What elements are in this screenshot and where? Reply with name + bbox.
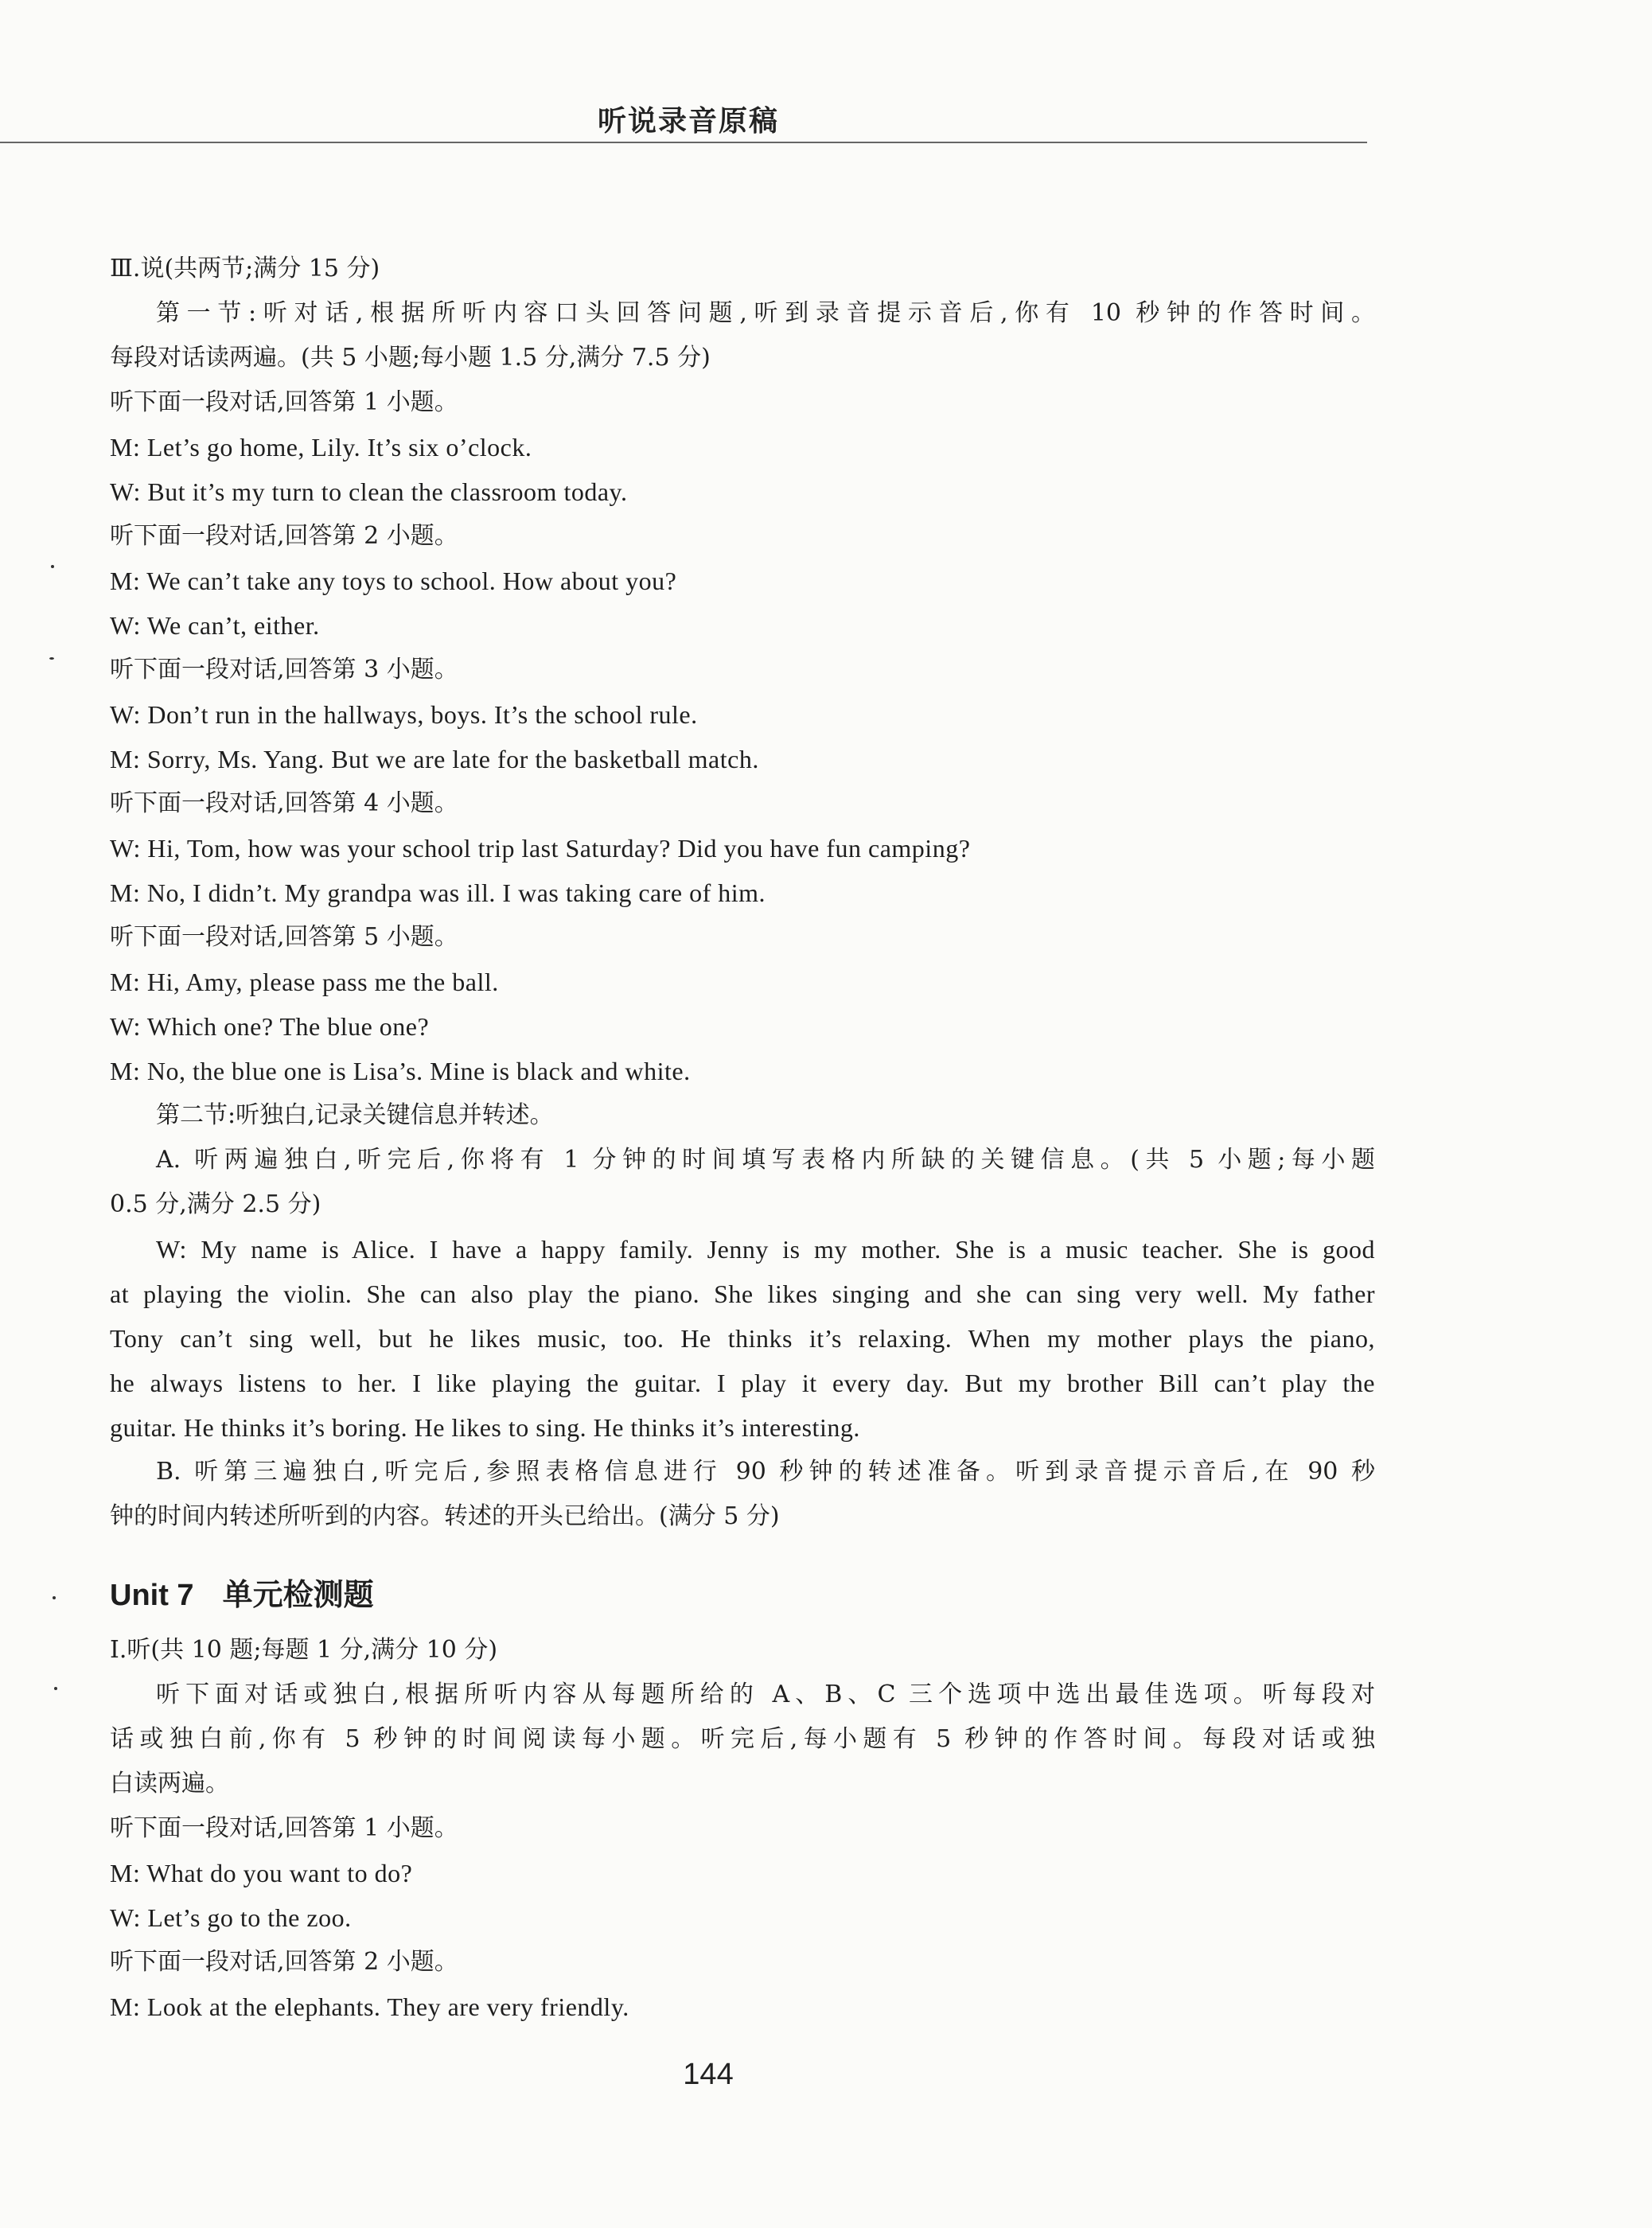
dialogue-line: W: We can’t, either. <box>110 611 320 640</box>
scan-speck <box>53 1596 56 1599</box>
instruction-line: B. 听第三遍独白,听完后,参照表格信息进行 90 秒钟的转述准备。听到录音提示音后,在 90 秒 <box>156 1458 1375 1486</box>
monologue-line: at playing the violin. She can also play the piano. She likes singing and she can sing very well. My father <box>110 1280 1375 1308</box>
section-heading-listening: Ⅰ.听(共 10 题;每题 1 分,满分 10 分) <box>110 1636 498 1664</box>
dialogue-line: W: Let’s go to the zoo. <box>110 1903 352 1932</box>
dialogue-line: W: But it’s my turn to clean the classroom today. <box>110 477 628 506</box>
question-prompt: 听下面一段对话,回答第 1 小题。 <box>110 1814 458 1842</box>
monologue-line: he always listens to her. I like playing the guitar. I play it every day. But my brother Bill can’t play the <box>110 1369 1375 1397</box>
dialogue-line: M: No, I didn’t. My grandpa was ill. I was taking care of him. <box>110 878 766 907</box>
dialogue-line: M: Let’s go home, Lily. It’s six o’clock. <box>110 433 532 462</box>
question-prompt: 听下面一段对话,回答第 1 小题。 <box>110 388 458 416</box>
instruction-line: 第一节:听对话,根据所听内容口头回答问题,听到录音提示音后,你有 10 秒钟的作答时间。 <box>156 299 1375 327</box>
dialogue-line: W: Don’t run in the hallways, boys. It’s the school rule. <box>110 700 698 729</box>
instruction-line: 话或独白前,你有 5 秒钟的时间阅读每小题。听完后,每小题有 5 秒钟的作答时间。每段对话或独 <box>110 1725 1375 1753</box>
header-rule <box>0 142 1367 143</box>
page-number: 144 <box>683 2058 734 2091</box>
instruction-line: 0.5 分,满分 2.5 分) <box>110 1190 321 1218</box>
unit-label: Unit 7 <box>110 1579 194 1612</box>
instruction-line: 听下面对话或独白,根据所听内容从每题所给的 A、B、C 三个选项中选出最佳选项。听每段对 <box>156 1681 1375 1708</box>
scan-speck <box>49 657 54 660</box>
question-prompt: 听下面一段对话,回答第 4 小题。 <box>110 789 458 817</box>
monologue-line: W: My name is Alice. I have a happy family. Jenny is my mother. She is a music teacher. She is good <box>156 1235 1375 1264</box>
dialogue-line: M: What do you want to do? <box>110 1859 413 1887</box>
question-prompt: 听下面一段对话,回答第 2 小题。 <box>110 1948 458 1976</box>
dialogue-line: M: Hi, Amy, please pass me the ball. <box>110 968 499 996</box>
page-content <box>110 247 1375 2029</box>
unit-name: 单元检测题 <box>222 1577 374 1612</box>
dialogue-line: M: We can’t take any toys to school. How about you? <box>110 567 677 595</box>
instruction-line: 钟的时间内转述所听到的内容。转述的开头已给出。(满分 5 分) <box>110 1502 780 1530</box>
monologue-line: Tony can’t sing well, but he likes music, too. He thinks it’s relaxing. When my mother plays the piano, <box>110 1324 1375 1353</box>
section-heading-speaking: Ⅲ.说(共两节;满分 15 分) <box>110 255 380 282</box>
question-prompt: 听下面一段对话,回答第 5 小题。 <box>110 923 458 951</box>
dialogue-line: W: Which one? The blue one? <box>110 1012 430 1041</box>
scan-speck <box>54 1687 57 1690</box>
question-prompt: 听下面一段对话,回答第 2 小题。 <box>110 522 458 550</box>
dialogue-line: W: Hi, Tom, how was your school trip last Saturday? Did you have fun camping? <box>110 834 971 863</box>
instruction-line: 每段对话读两遍。(共 5 小题;每小题 1.5 分,满分 7.5 分) <box>110 344 711 372</box>
instruction-line: A. 听两遍独白,听完后,你将有 1 分钟的时间填写表格内所缺的关键信息。(共 5 小题;每小题 <box>156 1146 1375 1174</box>
scan-speck <box>51 565 54 568</box>
dialogue-line: M: Look at the elephants. They are very friendly. <box>110 1992 629 2021</box>
dialogue-line: M: Sorry, Ms. Yang. But we are late for the basketball match. <box>110 745 759 773</box>
question-prompt: 听下面一段对话,回答第 3 小题。 <box>110 656 458 684</box>
unit-title <box>110 1571 1375 1618</box>
part2-heading: 第二节:听独白,记录关键信息并转述。 <box>156 1101 554 1129</box>
dialogue-line: M: No, the blue one is Lisa’s. Mine is black and white. <box>110 1057 691 1085</box>
monologue-line: guitar. He thinks it’s boring. He likes to sing. He thinks it’s interesting. <box>110 1413 860 1442</box>
instruction-line: 白读两遍。 <box>110 1770 229 1798</box>
running-header-title: 听说录音原稿 <box>597 105 779 138</box>
